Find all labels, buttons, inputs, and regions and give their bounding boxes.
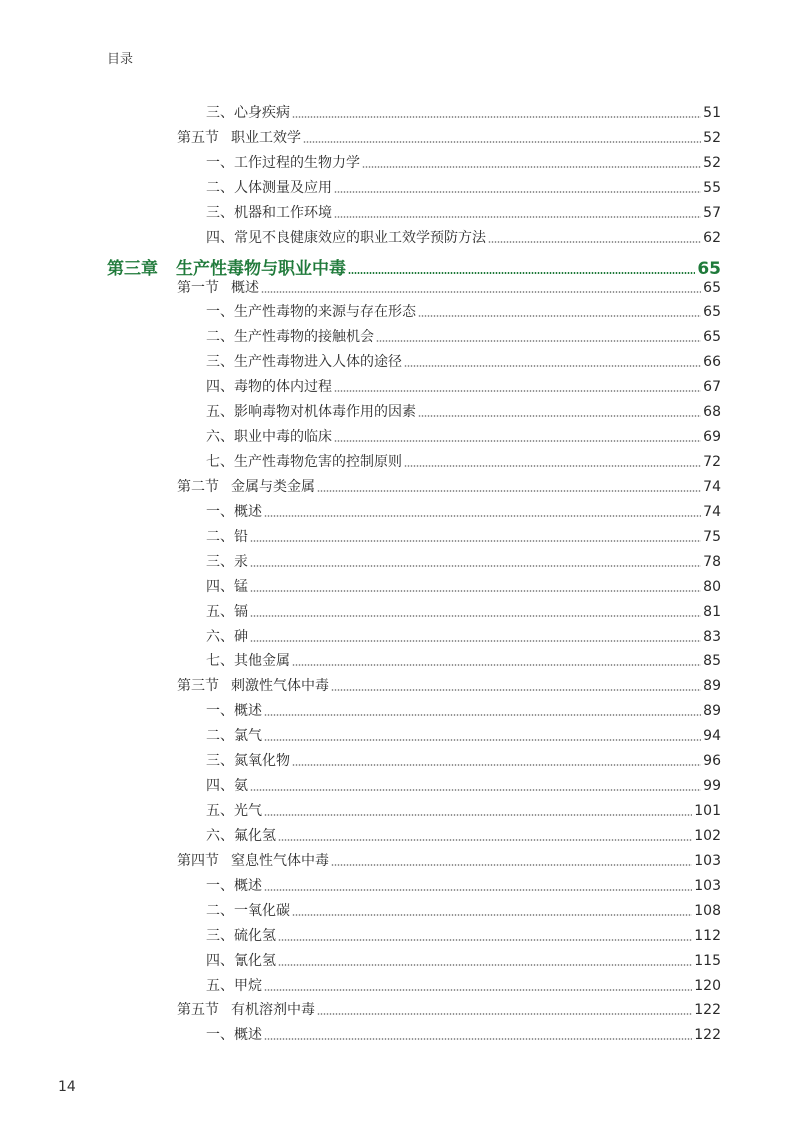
toc-entry-label xyxy=(206,153,360,173)
toc-entry-page: 66 xyxy=(703,354,721,370)
toc-item[interactable] xyxy=(206,352,721,372)
toc-entry-title: 五、甲烷 xyxy=(206,978,262,994)
toc-item[interactable] xyxy=(206,203,721,223)
toc-entry-title: 三、氮氧化物 xyxy=(206,753,290,769)
dot-leader xyxy=(418,315,701,317)
toc-entry-label xyxy=(206,203,332,223)
dot-leader xyxy=(331,864,692,866)
toc-item[interactable] xyxy=(206,452,721,472)
toc-entry-label xyxy=(206,302,416,322)
toc-item[interactable] xyxy=(206,178,721,198)
toc-entry-page: 69 xyxy=(703,429,721,445)
dot-leader xyxy=(264,889,692,891)
dot-leader xyxy=(261,291,701,293)
toc-entry-label xyxy=(206,103,290,123)
toc-entry-title: 职业工效学 xyxy=(231,130,301,146)
toc-entry-title: 五、影响毒物对机体毒作用的因素 xyxy=(206,404,416,420)
toc-entry-page: 72 xyxy=(703,454,721,470)
toc-entry-title: 金属与类金属 xyxy=(231,479,315,495)
toc-item[interactable] xyxy=(206,826,721,846)
toc-entry-title: 二、铅 xyxy=(206,529,248,545)
toc-entry-page: 115 xyxy=(694,953,721,969)
dot-leader xyxy=(418,415,701,417)
toc-entry-title: 七、其他金属 xyxy=(206,653,290,669)
toc-item[interactable] xyxy=(206,901,721,921)
toc-entry-page: 67 xyxy=(703,379,721,395)
toc-entry-title: 生产性毒物与职业中毒 xyxy=(176,259,346,279)
toc-entry-title: 二、氯气 xyxy=(206,728,262,744)
toc-entry-label xyxy=(206,876,262,896)
toc-entry-page: 65 xyxy=(703,329,721,345)
toc-entry-title: 四、毒物的体内过程 xyxy=(206,379,332,395)
toc-entry-page: 89 xyxy=(703,703,721,719)
toc-item[interactable] xyxy=(206,502,721,522)
toc-entry-label xyxy=(177,128,301,148)
toc-item[interactable] xyxy=(206,327,721,347)
dot-leader xyxy=(264,1038,692,1040)
toc-item[interactable] xyxy=(206,951,721,971)
toc-item[interactable] xyxy=(206,527,721,547)
toc-entry-page: 57 xyxy=(703,205,721,221)
dot-leader xyxy=(250,565,701,567)
toc-entry-label xyxy=(206,926,276,946)
dot-leader xyxy=(303,141,701,143)
toc-entry-title: 三、机器和工作环境 xyxy=(206,205,332,221)
toc-item[interactable] xyxy=(206,926,721,946)
toc-entry-page: 52 xyxy=(703,155,721,171)
toc-entry-page: 85 xyxy=(703,653,721,669)
toc-entry-title: 概述 xyxy=(231,280,259,296)
dot-leader xyxy=(292,764,701,766)
toc-section[interactable] xyxy=(177,477,721,497)
toc-entry-page: 94 xyxy=(703,728,721,744)
toc-item[interactable] xyxy=(206,627,721,647)
toc-entry-label xyxy=(206,726,262,746)
toc-entry-number: 第二节 xyxy=(177,479,219,495)
toc-entry-title: 二、人体测量及应用 xyxy=(206,180,332,196)
toc-entry-label xyxy=(177,1000,315,1020)
toc-entry-title: 一、概述 xyxy=(206,703,262,719)
toc-entry-title: 四、氨 xyxy=(206,778,248,794)
toc-entry-page: 65 xyxy=(703,304,721,320)
toc-item[interactable] xyxy=(206,552,721,572)
toc-entry-label xyxy=(206,527,248,547)
toc-item[interactable] xyxy=(206,402,721,422)
toc-entry-title: 有机溶剂中毒 xyxy=(231,1002,315,1018)
toc-entry-page: 78 xyxy=(703,554,721,570)
toc-entry-page: 52 xyxy=(703,130,721,146)
toc-item[interactable] xyxy=(206,701,721,721)
toc-entry-title: 一、概述 xyxy=(206,1027,262,1043)
toc-entry-page: 122 xyxy=(694,1002,721,1018)
dot-leader xyxy=(264,989,692,991)
toc-item[interactable] xyxy=(206,976,721,996)
running-header: 目录 xyxy=(107,52,134,67)
toc-entry-number: 第四节 xyxy=(177,853,219,869)
toc-entry-label xyxy=(206,1025,262,1045)
dot-leader xyxy=(292,914,692,916)
dot-leader xyxy=(334,216,701,218)
toc-entry-page: 96 xyxy=(703,753,721,769)
dot-leader xyxy=(264,814,692,816)
toc-entry-label xyxy=(206,352,402,372)
toc-item[interactable] xyxy=(206,651,721,671)
dot-leader xyxy=(404,465,701,467)
dot-leader xyxy=(488,241,701,243)
dot-leader xyxy=(404,365,701,367)
toc-entry-page: 102 xyxy=(694,828,721,844)
dot-leader xyxy=(278,839,692,841)
dot-leader xyxy=(334,440,701,442)
toc-entry-number: 第一节 xyxy=(177,280,219,296)
toc-entry-page: 62 xyxy=(703,230,721,246)
toc-item[interactable] xyxy=(206,153,721,173)
toc-item[interactable] xyxy=(206,1025,721,1045)
toc-entry-title: 六、氟化氢 xyxy=(206,828,276,844)
toc-item[interactable] xyxy=(206,726,721,746)
toc-entry-title: 一、工作过程的生物力学 xyxy=(206,155,360,171)
toc-entry-title: 四、锰 xyxy=(206,579,248,595)
toc-entry-label xyxy=(177,676,329,696)
toc-entry-page: 75 xyxy=(703,529,721,545)
toc-entry-label xyxy=(206,178,332,198)
toc-section[interactable] xyxy=(177,851,721,871)
toc-entry-title: 二、一氧化碳 xyxy=(206,903,290,919)
dot-leader xyxy=(334,390,701,392)
toc-item[interactable] xyxy=(206,602,721,622)
toc-entry-title: 四、氰化氢 xyxy=(206,953,276,969)
toc-section[interactable] xyxy=(177,278,721,298)
toc-entry-label xyxy=(177,851,329,871)
dot-leader xyxy=(278,939,692,941)
toc-item[interactable] xyxy=(206,801,721,821)
toc-entry-page: 99 xyxy=(703,778,721,794)
toc-entry-title: 窒息性气体中毒 xyxy=(231,853,329,869)
toc-section[interactable] xyxy=(177,1000,721,1020)
toc-section[interactable] xyxy=(177,676,721,696)
toc-entry-title: 三、汞 xyxy=(206,554,248,570)
toc-entry-title: 三、硫化氢 xyxy=(206,928,276,944)
toc-entry-page: 51 xyxy=(703,105,721,121)
toc-item[interactable] xyxy=(206,228,721,248)
toc-item[interactable] xyxy=(206,377,721,397)
toc-entry-label xyxy=(206,452,402,472)
toc-entry-number: 第三章 xyxy=(107,259,158,279)
toc-entry-label xyxy=(206,502,262,522)
toc-entry-label xyxy=(206,951,276,971)
dot-leader xyxy=(292,664,701,666)
toc-entry-label xyxy=(206,751,290,771)
toc-entry-page: 103 xyxy=(694,878,721,894)
toc-entry-label xyxy=(206,651,290,671)
toc-entry-page: 65 xyxy=(703,280,721,296)
dot-leader xyxy=(264,739,701,741)
dot-leader xyxy=(331,689,701,691)
toc-item[interactable] xyxy=(206,751,721,771)
dot-leader xyxy=(334,191,701,193)
toc-item[interactable] xyxy=(206,103,721,123)
toc-entry-title: 四、常见不良健康效应的职业工效学预防方法 xyxy=(206,230,486,246)
toc-entry-page: 101 xyxy=(694,803,721,819)
toc-entry-label xyxy=(206,627,248,647)
toc-entry-page: 108 xyxy=(694,903,721,919)
dot-leader xyxy=(250,615,701,617)
toc-entry-page: 80 xyxy=(703,579,721,595)
toc-entry-page: 83 xyxy=(703,629,721,645)
toc-entry-number: 第五节 xyxy=(177,1002,219,1018)
toc-entry-number: 第三节 xyxy=(177,678,219,694)
dot-leader xyxy=(250,640,701,642)
toc-entry-page: 55 xyxy=(703,180,721,196)
toc-entry-page: 89 xyxy=(703,678,721,694)
dot-leader xyxy=(362,166,701,168)
dot-leader xyxy=(348,272,695,274)
dot-leader xyxy=(317,490,701,492)
toc-entry-label xyxy=(206,701,262,721)
toc-entry-label xyxy=(206,552,248,572)
toc-item[interactable] xyxy=(206,302,721,322)
dot-leader xyxy=(264,515,701,517)
toc-item[interactable] xyxy=(206,577,721,597)
toc-entry-title: 二、生产性毒物的接触机会 xyxy=(206,329,374,345)
dot-leader xyxy=(250,590,701,592)
toc-entry-title: 刺激性气体中毒 xyxy=(231,678,329,694)
toc-section[interactable] xyxy=(177,128,721,148)
toc-entry-page: 103 xyxy=(694,853,721,869)
dot-leader xyxy=(292,116,701,118)
toc-entry-label xyxy=(206,327,374,347)
dot-leader xyxy=(278,964,692,966)
dot-leader xyxy=(376,340,701,342)
toc-entry-page: 74 xyxy=(703,479,721,495)
toc-entry-title: 六、职业中毒的临床 xyxy=(206,429,332,445)
toc-entry-label xyxy=(206,801,262,821)
toc-item[interactable] xyxy=(206,427,721,447)
toc-entry-label xyxy=(206,776,248,796)
toc-entry-page: 120 xyxy=(694,978,721,994)
dot-leader xyxy=(250,789,701,791)
toc-entry-number: 第五节 xyxy=(177,130,219,146)
toc-item[interactable] xyxy=(206,776,721,796)
toc-entry-page: 74 xyxy=(703,504,721,520)
toc-entry-label xyxy=(206,577,248,597)
toc-item[interactable] xyxy=(206,876,721,896)
dot-leader xyxy=(250,540,701,542)
toc-entry-title: 三、心身疾病 xyxy=(206,105,290,121)
toc-entry-page: 65 xyxy=(697,259,721,279)
toc-entry-page: 122 xyxy=(694,1027,721,1043)
dot-leader xyxy=(264,714,701,716)
toc-entry-label xyxy=(177,477,315,497)
toc-entry-page: 112 xyxy=(694,928,721,944)
toc-entry-label xyxy=(206,427,332,447)
toc-entry-title: 六、砷 xyxy=(206,629,248,645)
page-number: 14 xyxy=(58,1079,76,1095)
toc-entry-label xyxy=(206,826,276,846)
toc-entry-title: 三、生产性毒物进入人体的途径 xyxy=(206,354,402,370)
toc-entry-label xyxy=(206,976,262,996)
toc-entry-title: 一、概述 xyxy=(206,878,262,894)
toc-entry-title: 七、生产性毒物危害的控制原则 xyxy=(206,454,402,470)
toc-entry-page: 81 xyxy=(703,604,721,620)
toc-entry-label xyxy=(206,602,248,622)
toc-entry-title: 五、光气 xyxy=(206,803,262,819)
toc-entry-label xyxy=(177,278,259,298)
toc-entry-title: 五、镉 xyxy=(206,604,248,620)
toc-entry-label xyxy=(206,402,416,422)
toc-entry-title: 一、生产性毒物的来源与存在形态 xyxy=(206,304,416,320)
toc-entry-label xyxy=(206,228,486,248)
dot-leader xyxy=(317,1013,692,1015)
toc-entry-page: 68 xyxy=(703,404,721,420)
toc-entry-label xyxy=(206,377,332,397)
toc-entry-label xyxy=(206,901,290,921)
toc-entry-title: 一、概述 xyxy=(206,504,262,520)
